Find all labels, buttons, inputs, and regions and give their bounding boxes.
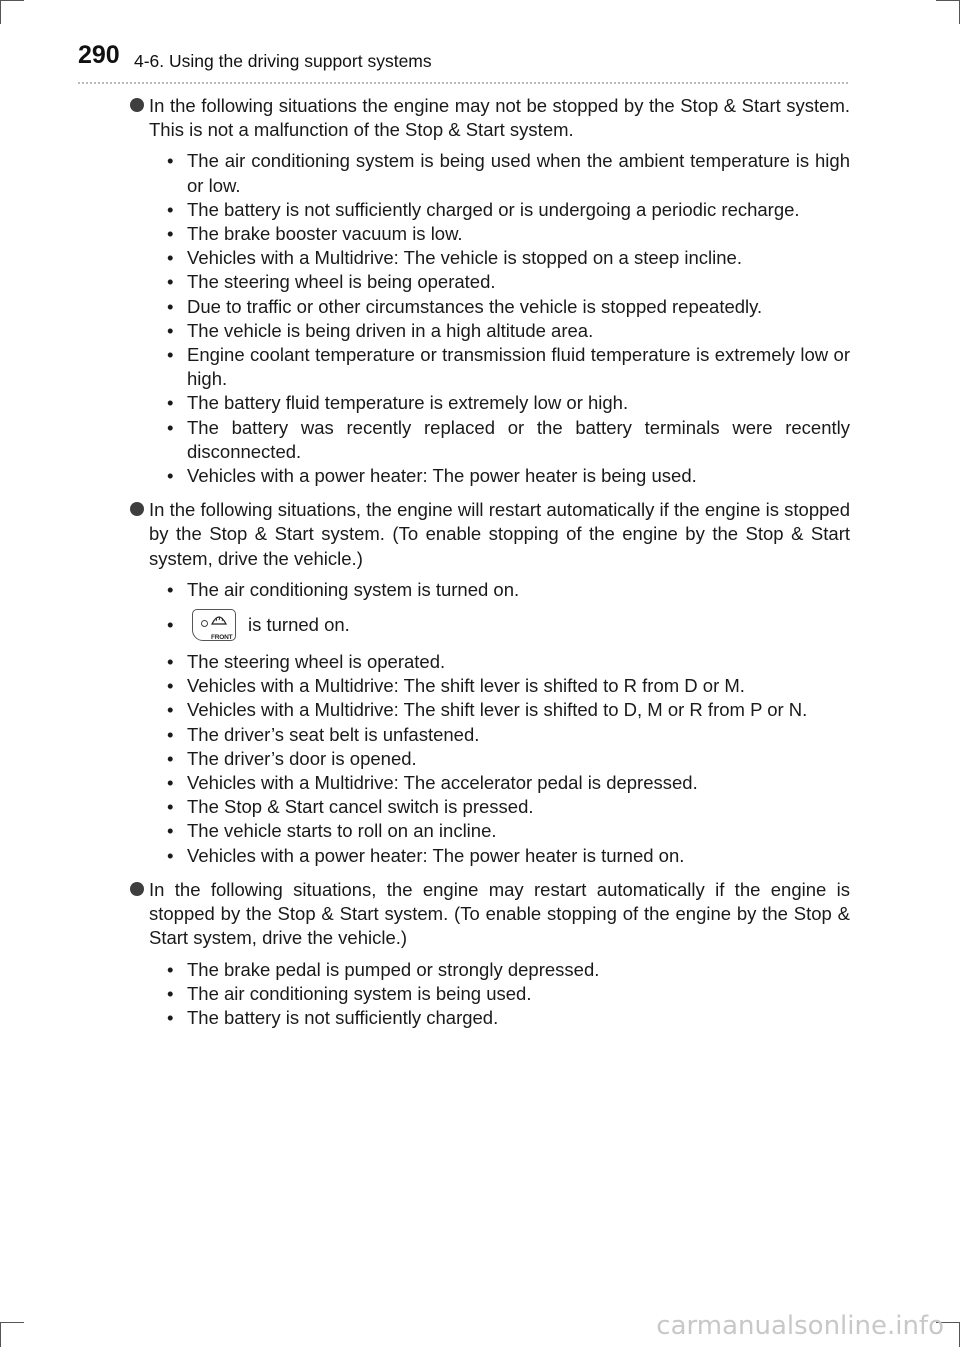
list-item: • The air conditioning system is being used when the ambient temperature is high or low. xyxy=(167,150,850,196)
list-item: • The battery is not sufficiently charged. xyxy=(167,1006,499,1028)
block-intro: In the following situations, the engine will restart automatically if the engine is stopped by the Stop & Start system. (To enable stopping of the engine by the Stop & Start system, drive the vehicle.) xyxy=(149,499,850,569)
list-item: • Due to traffic or other circumstances the vehicle is stopped repeatedly. xyxy=(167,295,763,317)
list-item: • The steering wheel is being operated. xyxy=(167,271,496,293)
list-item: • The driver’s seat belt is unfastened. xyxy=(167,723,480,745)
bullet-circle-icon xyxy=(130,882,144,896)
crop-mark xyxy=(0,1322,1,1347)
list-item: • Vehicles with a power heater: The power heater is turned on. xyxy=(167,844,685,866)
condition-block xyxy=(130,498,850,868)
watermark: carmanualsonline.info xyxy=(656,1311,944,1341)
header-divider xyxy=(78,82,848,84)
condition-list xyxy=(149,958,850,1031)
list-item: • The air conditioning system is being used. xyxy=(167,982,532,1004)
list-item: • The vehicle is being driven in a high altitude area. xyxy=(167,319,594,341)
list-item: • Vehicles with a Multidrive: The shift lever is shifted to D, M or R from P or N. xyxy=(167,699,808,721)
page-number: 290 xyxy=(78,41,120,69)
bullet-circle-icon xyxy=(130,502,144,516)
page-content xyxy=(130,94,850,1040)
condition-block xyxy=(130,878,850,1030)
list-item: • The battery is not sufficiently charged or is undergoing a periodic recharge. xyxy=(167,198,800,220)
section-title: 4-6. Using the driving support systems xyxy=(134,51,432,71)
list-item: • Vehicles with a Multidrive: The accelerator pedal is depressed. xyxy=(167,772,698,794)
list-item: • Engine coolant temperature or transmission fluid temperature is extremely low or high. xyxy=(167,344,850,390)
bullet-circle-icon xyxy=(130,98,144,112)
front-defogger-switch-icon: FRONT xyxy=(192,609,236,641)
condition-block xyxy=(130,94,850,488)
crop-mark xyxy=(0,1322,24,1323)
list-item: • The brake pedal is pumped or strongly depressed. xyxy=(167,958,600,980)
list-item: • Vehicles with a Multidrive: The vehicle is stopped on a steep incline. xyxy=(167,247,742,269)
list-item: • The driver’s door is opened. xyxy=(167,747,417,769)
list-item-with-icon: • FRONT is turned on. xyxy=(187,608,850,642)
list-item: • The steering wheel is operated. xyxy=(167,651,446,673)
page-header xyxy=(0,0,960,90)
list-item: • The battery fluid temperature is extremely low or high. xyxy=(167,392,629,414)
condition-list xyxy=(149,149,850,488)
list-item: • The brake booster vacuum is low. xyxy=(167,223,463,245)
list-item: • Vehicles with a power heater: The power heater is being used. xyxy=(167,465,697,487)
list-item: • Vehicles with a Multidrive: The shift lever is shifted to R from D or M. xyxy=(167,675,745,697)
block-intro: In the following situations the engine may not be stopped by the Stop & Start system. This is not a malfunction of the Stop & Start system. xyxy=(149,95,850,141)
block-intro: In the following situations, the engine may restart automatically if the engine is stopped by the Stop & Start system. (To enable stopping of the engine by the Stop & Start system, drive the vehicle.) xyxy=(149,878,850,949)
list-item: • The battery was recently replaced or the battery terminals were recently disconnected. xyxy=(167,416,850,462)
list-item: • The vehicle starts to roll on an incline. xyxy=(167,820,497,842)
condition-list xyxy=(149,578,850,868)
list-item: • The air conditioning system is turned on. xyxy=(167,578,520,600)
list-item: • The Stop & Start cancel switch is pressed. xyxy=(167,796,534,818)
